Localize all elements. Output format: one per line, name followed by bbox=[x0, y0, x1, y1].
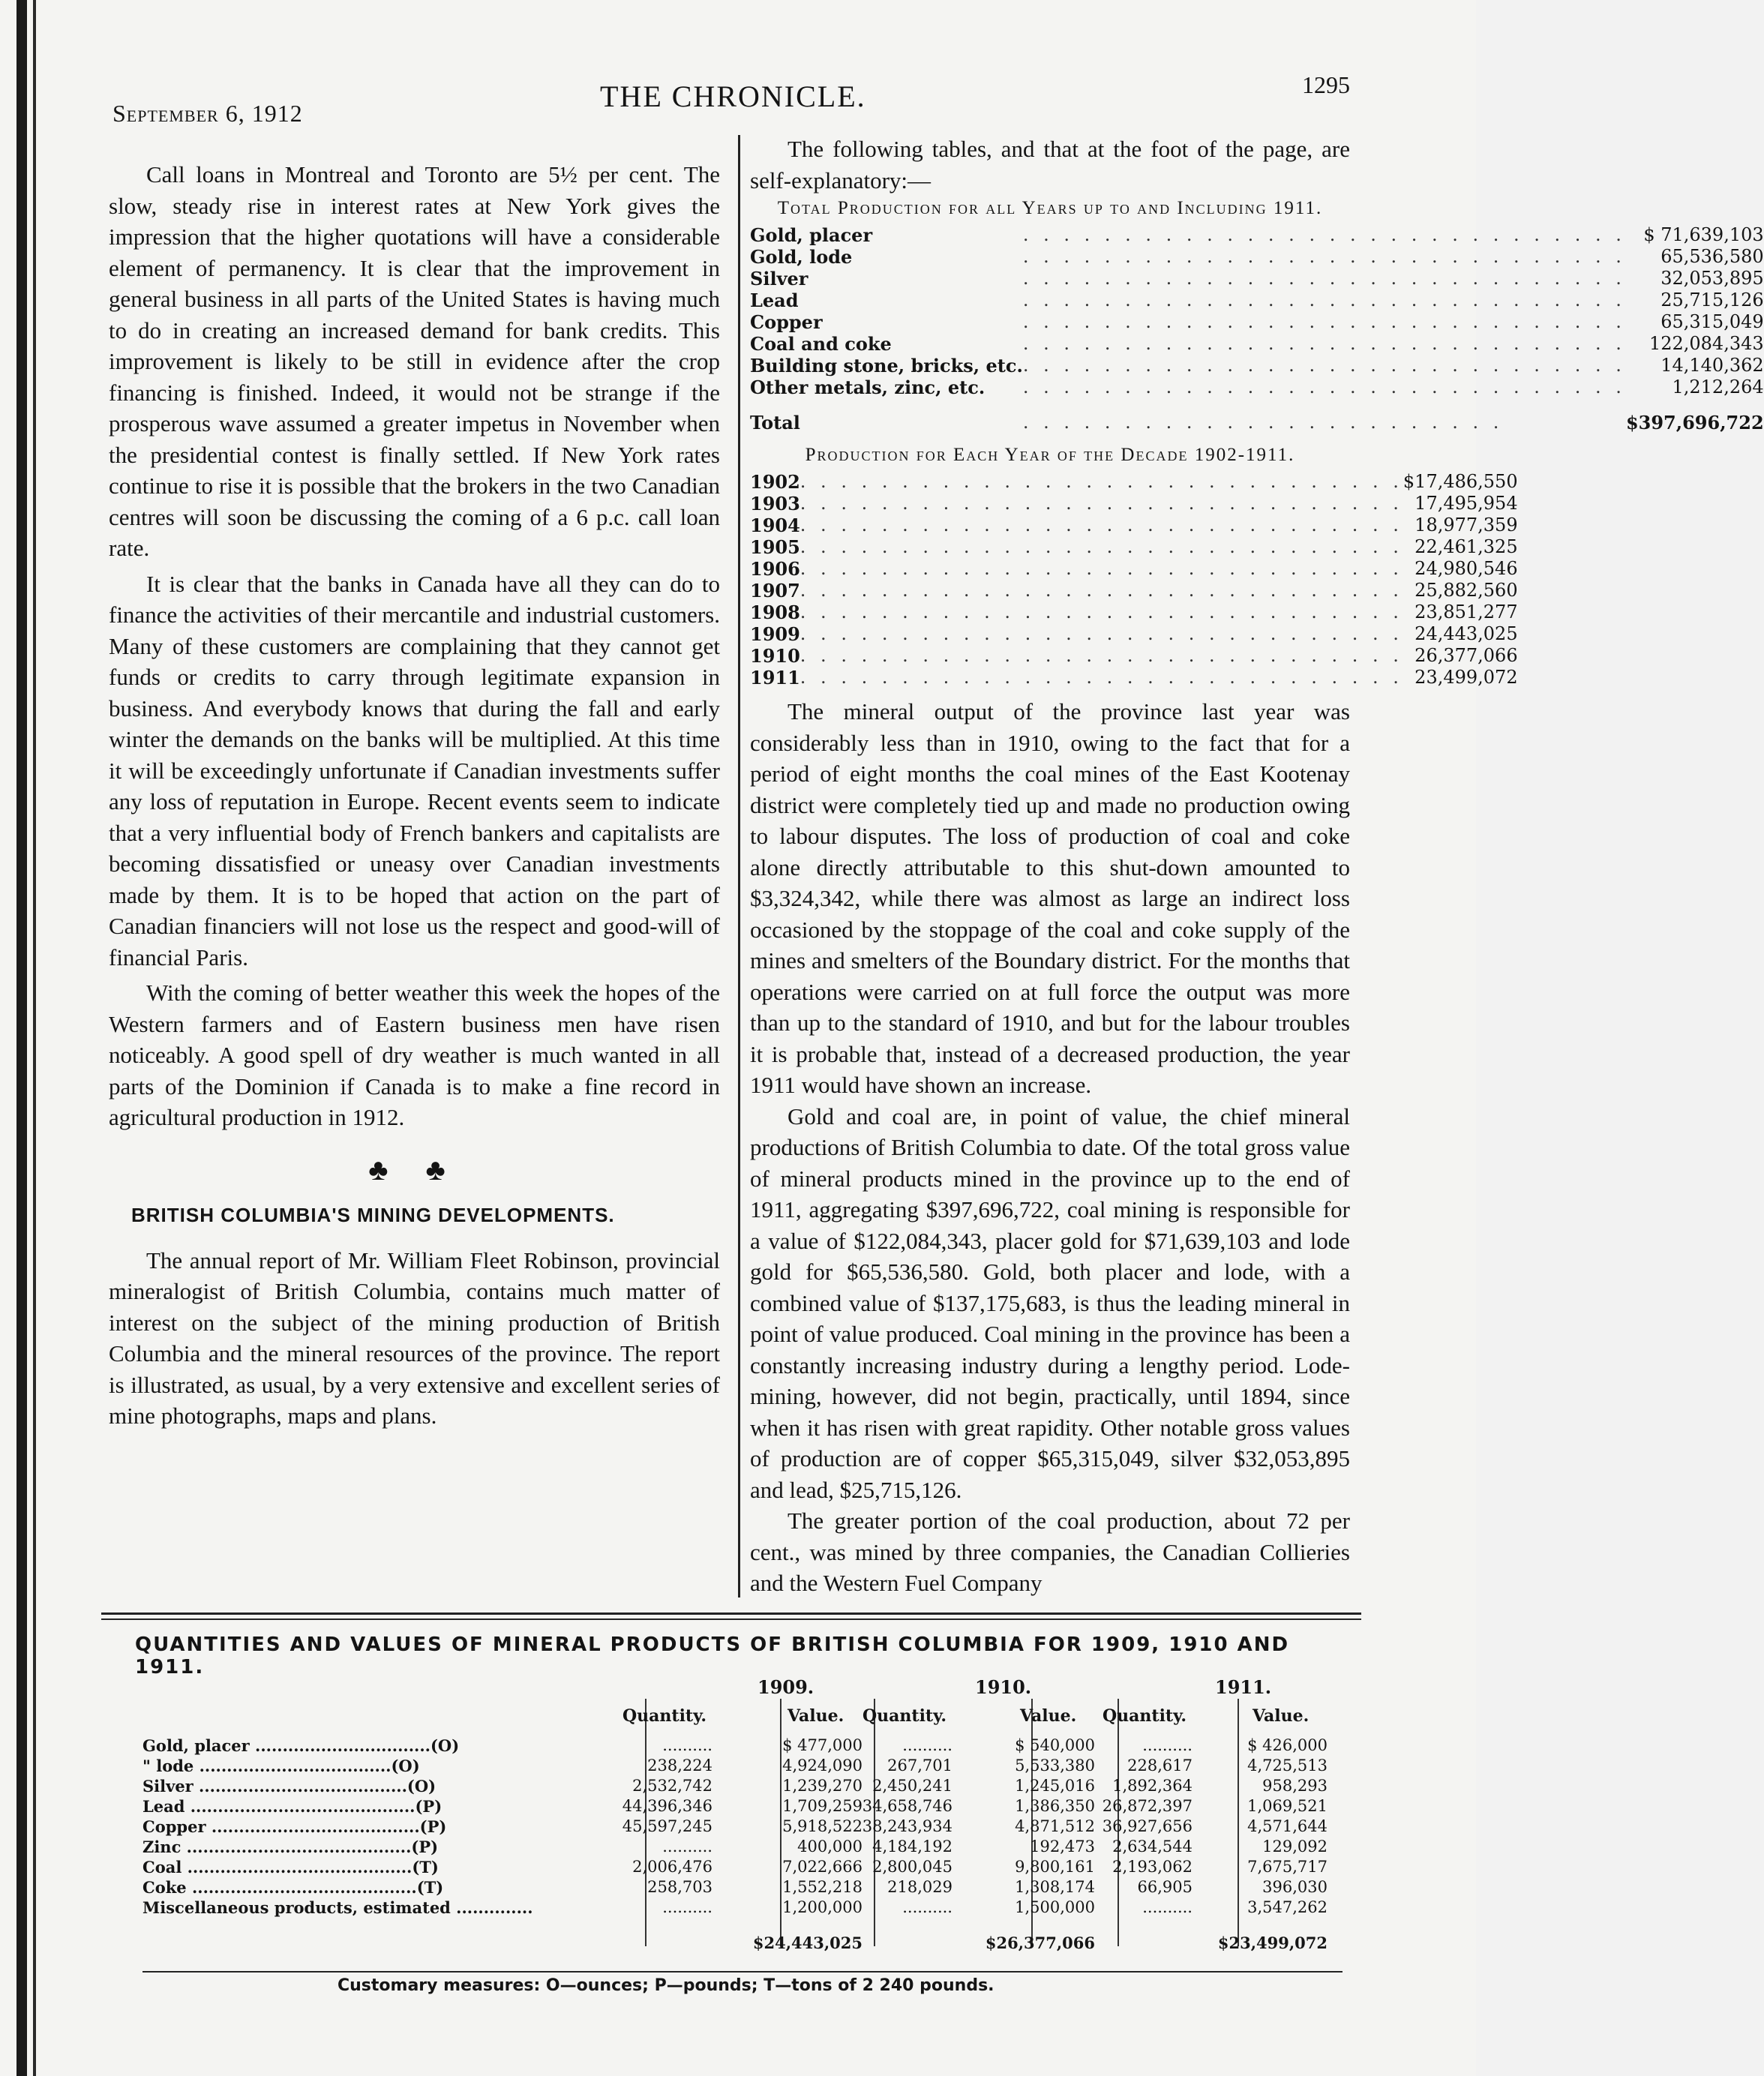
column-divider bbox=[738, 135, 740, 1598]
total-production-value: 32,053,895 bbox=[1660, 268, 1764, 289]
table-row: 1908 . . . . . . . . . . . . . . . . . . . . . . . . . . . . . . 23,851,277 bbox=[750, 602, 1518, 623]
bottom-table-title-block bbox=[135, 1634, 1335, 1678]
total-label: Total bbox=[750, 412, 800, 434]
decade-production-label: 1908 bbox=[750, 602, 800, 623]
decade-production-label: 1902 bbox=[750, 471, 800, 493]
value-cell: 5,918,522 bbox=[782, 1817, 862, 1835]
quantity-cell: 218,029 bbox=[887, 1878, 952, 1896]
table-row: Gold, lode . . . . . . . . . . . . . . . . . . . . . . . . . . . . . . 65,536,580 bbox=[750, 246, 1764, 268]
table-decade-production bbox=[750, 471, 1518, 688]
total-production-label: Coal and coke bbox=[750, 333, 892, 355]
quantity-heading: Quantity. bbox=[622, 1706, 707, 1726]
total-production-value: 14,140,362 bbox=[1660, 355, 1764, 376]
decade-production-label: 1911 bbox=[750, 667, 800, 688]
value-cell: $ 426,000 bbox=[1247, 1736, 1328, 1754]
quantity-cell: 26,872,397 bbox=[1102, 1797, 1192, 1815]
product-label: " lode ...................................(O) bbox=[142, 1756, 420, 1775]
quantity-cell: 36,927,656 bbox=[1102, 1817, 1192, 1835]
table-row: 1911 . . . . . . . . . . . . . . . . . . . . . . . . . . . . . . 23,499,072 bbox=[750, 667, 1518, 688]
total-value-cell: $24,443,025 bbox=[752, 1934, 862, 1952]
quantity-cell: .......... bbox=[1142, 1736, 1192, 1754]
section-heading: BRITISH COLUMBIA'S MINING DEVELOPMENTS. bbox=[131, 1204, 615, 1226]
value-cell: 958,293 bbox=[1262, 1777, 1328, 1795]
quantity-cell: 238,224 bbox=[647, 1756, 712, 1774]
value-cell: 4,871,512 bbox=[1015, 1817, 1095, 1835]
paragraph-banks-canada: It is clear that the banks in Canada have all they can do to finance the activities of their mercantile and industrial customers. Many of these customers are complaining that they cannot get funds or credits to carry through legitimate expansion in business. And everybody knows that during the fall and early winter the demands on the banks will be multiplied. At this time it will be exceedingly unfortunate if Canadian investments suffer any loss of reputation in Europe. Recent events seem to indicate that a very influential body of French bankers and capitalists are becoming dissatisfied or uneasy over Canadian investments made by them. It is to be hoped that action on the part of Canadian financiers will not lose us the respect and good-will of financial Paris. bbox=[109, 570, 720, 970]
quantity-cell: 34,658,746 bbox=[862, 1797, 952, 1815]
paragraph-intro: The following tables, and that at the foot of the page, are self-explanatory:— bbox=[750, 136, 1350, 194]
table-row: 1907 . . . . . . . . . . . . . . . . . . . . . . . . . . . . . . 25,882,560 bbox=[750, 580, 1518, 602]
quantity-cell: .......... bbox=[902, 1898, 952, 1916]
table-row: 1902 . . . . . . . . . . . . . . . . . . . . . . . . . . . . . . $17,486,550 bbox=[750, 471, 1518, 493]
decade-production-label: 1909 bbox=[750, 623, 800, 645]
product-label: Lead .........................................(P) bbox=[142, 1797, 442, 1816]
total-production-label: Gold, lode bbox=[750, 246, 853, 268]
bottom-table-rule-top bbox=[101, 1612, 1361, 1615]
table-row: Silver . . . . . . . . . . . . . . . . . . . . . . . . . . . . . . 32,053,895 bbox=[750, 268, 1764, 290]
value-cell: 1,200,000 bbox=[782, 1898, 862, 1916]
product-label: Copper ......................................(P) bbox=[142, 1817, 447, 1836]
decade-production-value: 23,851,277 bbox=[1414, 602, 1518, 622]
product-label: Silver ......................................(O) bbox=[142, 1777, 436, 1796]
total-production-value: 65,536,580 bbox=[1660, 246, 1764, 267]
table-row: 1906 . . . . . . . . . . . . . . . . . . . . . . . . . . . . . . 24,980,546 bbox=[750, 558, 1518, 580]
table-row: Building stone, bricks, etc. . . . . . . . . . . . . . . . . . . . . . . . . . . . . . . 14,140,362 bbox=[750, 355, 1764, 376]
total-production-label: Building stone, bricks, etc. bbox=[750, 355, 1023, 376]
paragraph-mineral-output: The mineral output of the province last year was considerably less than in 1910, owing to the fact that for a period of eight months the coal mines of the East Kootenay district were completely tied up and made no production owing to labour disputes. The loss of production of coal and coke alone directly attributable to this shut-down amounted to $3,324,342, while there was almost as large an indirect loss occasioned by the stoppage of the coal and coke supply of the mines and smelters of the Boundary district. For the months that operations were carried on at full force the output was more than up to the standard of 1910, and but for the labour troubles it is probable that, instead of a decreased production, the year 1911 would have shown an increase. bbox=[750, 698, 1350, 1098]
quantity-cell: 66,905 bbox=[1137, 1878, 1192, 1896]
table-column-rule bbox=[1238, 1699, 1239, 1946]
decade-production-value: 18,977,359 bbox=[1414, 514, 1518, 536]
value-cell: 4,924,090 bbox=[782, 1756, 862, 1774]
year-heading: 1909. bbox=[758, 1676, 814, 1698]
product-label: Zinc .........................................(P) bbox=[142, 1838, 439, 1856]
value-cell: 7,022,666 bbox=[782, 1858, 862, 1876]
value-cell: 7,675,717 bbox=[1247, 1858, 1328, 1876]
total-production-label: Silver bbox=[750, 268, 808, 290]
table-total-production bbox=[750, 224, 1764, 434]
quantity-cell: 2,634,544 bbox=[1112, 1838, 1192, 1856]
total-production-value: $ 71,639,103 bbox=[1643, 224, 1764, 245]
paragraph-call-loans: Call loans in Montreal and Toronto are 5½ per cent. The slow, steady rise in interest rates at New York gives the impression that the higher quotations will have a considerable element of permanency. It is clear that the improvement in general business in all parts of the United States is having much to do in creating an increased demand for bank credits. This improvement is likely to be still in evidence after the crop financing is finished. Indeed, it would not be strange if the prosperous wave assumed a greater impetus in November when the presidential contest is finally settled. If New York rates continue to rise it is possible that the brokers in the two Canadian centres will soon be discussing the coming of a 6 p.c. call loan rate. bbox=[109, 161, 720, 561]
table-row: Gold, placer . . . . . . . . . . . . . . . . . . . . . . . . . . . . . . $ 71,639,103 bbox=[750, 224, 1764, 246]
value-cell: 4,725,513 bbox=[1247, 1756, 1328, 1774]
quantity-cell: .......... bbox=[1142, 1898, 1192, 1916]
value-heading: Value. bbox=[1020, 1706, 1077, 1726]
table-column-rule bbox=[780, 1699, 782, 1946]
page-number: 1295 bbox=[1302, 71, 1350, 98]
quantity-heading: Quantity. bbox=[1102, 1706, 1187, 1726]
total-production-label: Other metals, zinc, etc. bbox=[750, 376, 986, 398]
quantity-cell: 1,892,364 bbox=[1112, 1777, 1192, 1795]
binding-edge bbox=[16, 0, 27, 2076]
table-row: 1904 . . . . . . . . . . . . . . . . . . . . . . . . . . . . . . 18,977,359 bbox=[750, 514, 1518, 536]
quantity-cell: .......... bbox=[902, 1736, 952, 1754]
paragraph-weather: With the coming of better weather this week the hopes of the Western farmers and of Eastern business men have risen noticeably. A good spell of dry weather is much wanted in all parts of the Dominion if Canada is to make a fine record in agricultural production in 1912. bbox=[109, 980, 720, 1130]
quantity-cell: 38,243,934 bbox=[862, 1817, 952, 1835]
value-cell: 5,533,380 bbox=[1015, 1756, 1095, 1774]
product-label: Gold, placer ................................(O) bbox=[142, 1736, 460, 1755]
page-header bbox=[112, 71, 1350, 127]
table-row: Lead . . . . . . . . . . . . . . . . . . . . . . . . . . . . . . 25,715,126 bbox=[750, 290, 1764, 311]
header-date: September 6, 1912 bbox=[112, 100, 303, 127]
decade-production-value: 22,461,325 bbox=[1414, 536, 1518, 557]
table-row: 1903 . . . . . . . . . . . . . . . . . . . . . . . . . . . . . . 17,495,954 bbox=[750, 493, 1518, 514]
quantity-heading: Quantity. bbox=[862, 1706, 947, 1726]
quantity-cell: .......... bbox=[662, 1898, 712, 1916]
table-footnote: Customary measures: O—ounces; P—pounds; T—tons of 2 240 pounds. bbox=[338, 1976, 994, 1995]
decade-production-label: 1907 bbox=[750, 580, 800, 602]
value-cell: 1,552,218 bbox=[782, 1878, 862, 1896]
decade-production-label: 1903 bbox=[750, 493, 800, 514]
decade-production-value: 24,443,025 bbox=[1414, 623, 1518, 644]
quantity-cell: 2,193,062 bbox=[1112, 1858, 1192, 1876]
table-row: Coal and coke . . . . . . . . . . . . . . . . . . . . . . . . . . . . . . 122,084,343 bbox=[750, 333, 1764, 355]
left-column bbox=[109, 159, 720, 1432]
bottom-table-rule-top-2 bbox=[101, 1618, 1361, 1620]
product-label: Coke .........................................(T) bbox=[142, 1878, 444, 1897]
total-production-label: Lead bbox=[750, 290, 799, 311]
binding-edge-line bbox=[33, 0, 36, 2076]
bottom-table-title: QUANTITIES AND VALUES OF MINERAL PRODUCTS OF BRITISH COLUMBIA FOR 1909, 1910 AND 1911. bbox=[135, 1634, 1290, 1678]
table-row: 1909 . . . . . . . . . . . . . . . . . . . . . . . . . . . . . . 24,443,025 bbox=[750, 623, 1518, 645]
total-production-label: Copper bbox=[750, 311, 823, 333]
quantity-cell: .......... bbox=[662, 1838, 712, 1856]
decade-production-label: 1905 bbox=[750, 536, 800, 558]
quantity-cell: 2,450,241 bbox=[872, 1777, 952, 1795]
value-cell: 1,308,174 bbox=[1015, 1878, 1095, 1896]
table-decade-heading: Production for Each Year of the Decade 1902-1911. bbox=[805, 445, 1295, 465]
total-value-cell: $26,377,066 bbox=[985, 1934, 1095, 1952]
decade-production-value: 24,980,546 bbox=[1414, 558, 1518, 579]
quantity-cell: 4,184,192 bbox=[872, 1838, 952, 1856]
total-production-value: 1,212,264 bbox=[1672, 376, 1764, 398]
value-cell: $ 477,000 bbox=[782, 1736, 862, 1754]
value-cell: 129,092 bbox=[1262, 1838, 1328, 1856]
quantity-cell: 228,617 bbox=[1127, 1756, 1192, 1774]
decade-production-label: 1910 bbox=[750, 645, 800, 667]
table-row-total: Total . . . . . . . . . . . . . . . . . . . . . . . . $397,696,722 bbox=[750, 398, 1764, 434]
table-row: Other metals, zinc, etc. . . . . . . . . . . . . . . . . . . . . . . . . . . . . . . 1,212,264 bbox=[750, 376, 1764, 398]
decade-production-label: 1906 bbox=[750, 558, 800, 580]
total-production-label: Gold, placer bbox=[750, 224, 873, 246]
value-cell: 1,500,000 bbox=[1015, 1898, 1095, 1916]
header-title: THE CHRONICLE. bbox=[600, 80, 866, 113]
value-cell: 192,473 bbox=[1030, 1838, 1095, 1856]
product-label: Miscellaneous products, estimated .............. bbox=[142, 1898, 533, 1917]
decade-production-value: 26,377,066 bbox=[1414, 645, 1518, 666]
table-total-production-heading: Total Production for all Years up to and Including 1911. bbox=[777, 198, 1323, 218]
value-heading: Value. bbox=[1252, 1706, 1310, 1726]
paragraph-annual-report: The annual report of Mr. William Fleet Robinson, provincial mineralogist of British Columbia, contains much matter of interest on the subject of the mining production of British Columbia and the mineral resources of the province. The report is illustrated, as usual, by a very extensive and excellent series of mine photographs, maps and plans. bbox=[109, 1246, 720, 1429]
mineral-products-table bbox=[142, 1676, 1342, 1952]
table-row: 1905 . . . . . . . . . . . . . . . . . . . . . . . . . . . . . . 22,461,325 bbox=[750, 536, 1518, 558]
total-production-value: 65,315,049 bbox=[1660, 311, 1764, 332]
year-heading: 1910. bbox=[975, 1676, 1032, 1698]
table-row: 1910 . . . . . . . . . . . . . . . . . . . . . . . . . . . . . . 26,377,066 bbox=[750, 645, 1518, 667]
quantity-cell: 258,703 bbox=[647, 1878, 712, 1896]
decade-production-value: 23,499,072 bbox=[1414, 667, 1518, 688]
quantity-cell: 2,800,045 bbox=[872, 1858, 952, 1876]
total-production-value: 122,084,343 bbox=[1648, 333, 1764, 354]
value-cell: 1,239,270 bbox=[782, 1777, 862, 1795]
right-column bbox=[750, 134, 1764, 1599]
bottom-table-rule-bottom bbox=[142, 1971, 1342, 1972]
table-row: Copper . . . . . . . . . . . . . . . . . . . . . . . . . . . . . . 65,315,049 bbox=[750, 311, 1764, 333]
value-cell: 9,800,161 bbox=[1015, 1858, 1095, 1876]
decade-production-value: $17,486,550 bbox=[1402, 471, 1518, 492]
paragraph-gold-coal: Gold and coal are, in point of value, the chief mineral productions of British Columbia to date. Of the total gross value of mineral products mined in the province up to the end of 1911, aggregating $397,696,722, coal mining is responsible for a value of $122,084,343, placer gold for $71,639,103 and lode gold for $65,536,580. Gold, both placer and lode, with a combined value of $137,175,683, is thus the leading mineral in point of value produced. Coal mining in the province has been a constantly increasing industry during a lengthy period. Lode-mining, however, did not begin, practically, until 1894, since when it has risen with great rapidity. Other notable gross values of production are of copper $65,315,049, silver $32,053,895 and lead, $25,715,126. bbox=[750, 1102, 1350, 1503]
total-value: $397,696,722 bbox=[1625, 412, 1764, 434]
value-cell: 396,030 bbox=[1262, 1878, 1328, 1896]
quantity-cell: 267,701 bbox=[887, 1756, 952, 1774]
quantity-cell: .......... bbox=[662, 1736, 712, 1754]
quantity-cell: 44,396,346 bbox=[622, 1797, 712, 1815]
decade-production-value: 25,882,560 bbox=[1414, 580, 1518, 601]
value-cell: 3,547,262 bbox=[1247, 1898, 1328, 1916]
value-cell: $ 540,000 bbox=[1015, 1736, 1095, 1754]
product-label: Coal .........................................(T) bbox=[142, 1858, 439, 1876]
value-cell: 400,000 bbox=[797, 1838, 862, 1856]
quantity-cell: 45,597,245 bbox=[622, 1817, 712, 1835]
decade-production-label: 1904 bbox=[750, 514, 800, 536]
value-cell: 1,709,259 bbox=[782, 1797, 862, 1815]
year-heading: 1911. bbox=[1215, 1676, 1272, 1698]
section-ornament: ♣ ♣ bbox=[368, 1152, 460, 1186]
quantity-cell: 2,006,476 bbox=[632, 1858, 712, 1876]
value-heading: Value. bbox=[788, 1706, 844, 1726]
value-cell: 1,386,350 bbox=[1015, 1797, 1095, 1815]
total-production-value: 25,715,126 bbox=[1660, 290, 1764, 310]
value-cell: 1,069,521 bbox=[1247, 1797, 1328, 1815]
paragraph-coal-production: The greater portion of the coal production, about 72 per cent., was mined by three companies, the Canadian Collieries and the Western Fuel Company bbox=[750, 1508, 1350, 1596]
total-value-cell: $23,499,072 bbox=[1217, 1934, 1328, 1952]
value-cell: 1,245,016 bbox=[1015, 1777, 1095, 1795]
value-cell: 4,571,644 bbox=[1247, 1817, 1328, 1835]
quantity-cell: 2,532,742 bbox=[632, 1777, 712, 1795]
decade-production-value: 17,495,954 bbox=[1414, 493, 1518, 514]
